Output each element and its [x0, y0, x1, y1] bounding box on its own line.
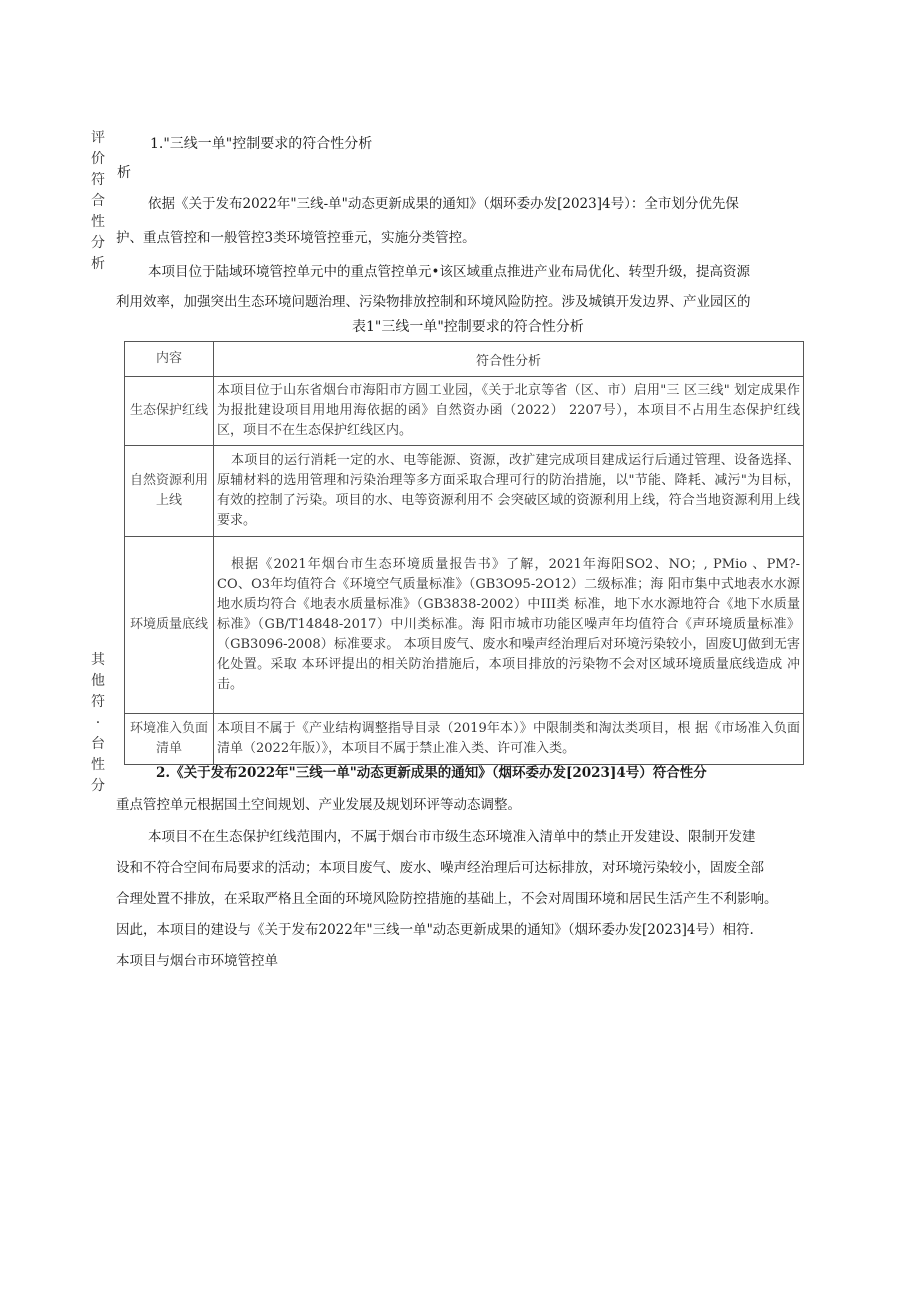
side-char: 评: [91, 130, 105, 146]
side-char: 性: [91, 757, 105, 773]
table-header-analysis: 符合性分析: [214, 342, 804, 377]
compliance-table: [124, 341, 804, 765]
table-row: [125, 446, 804, 537]
row-label: 自然资源利用上线: [125, 446, 214, 537]
table-row: [125, 537, 804, 714]
paragraph-1-line: 护、重点管控和一般管控3类环境管控垂元，实施分类管控。: [116, 230, 476, 246]
side-label-top: [90, 128, 106, 275]
side-char: 合: [91, 193, 105, 209]
side-char: 他: [91, 673, 105, 689]
paragraph-4-line: 合理处置不排放，在采取严格且全面的环境风险防控措施的基础上，不会对周围环境和居民生活产生不利影响。: [116, 891, 778, 907]
paragraph-2-line: 本项目位于陆域环境管控单元中的重点管控单元•该区域重点推进产业布局优化、转型升级，提高资源: [148, 264, 750, 280]
side-char: ·: [95, 715, 101, 731]
side-char: 析: [91, 256, 105, 272]
side-char: 其: [91, 652, 105, 668]
table-row: [125, 377, 804, 446]
side-char: 性: [91, 214, 105, 230]
paragraph-4-line: 因此，本项目的建设与《关于发布2022年"三线一单"动态更新成果的通知》（烟环委办发[2023]4号）相符.: [116, 922, 754, 938]
row-text: 本项目的运行消耗一定的水、电等能源、资源，改扩建完成项目建成运行后通过管理、设备选择、原辅材料的选用管理和污染治理等多方面采取合理可行的防治措施，以"节能、降耗、减污"为目标，有效的控制了污染。项目的水、电等资源利用不 会突破区域的资源利用上线，符合当地资源利用上线要求。: [214, 446, 804, 537]
side-char: 价: [91, 151, 105, 167]
row-label: 环境准入负面清单: [125, 714, 214, 765]
side-char: 台: [91, 736, 105, 752]
table-row: [125, 714, 804, 765]
section-heading-2: 2.《关于发布2022年"三线一单"动态更新成果的通知》（烟环委办发[2023]4号）符合性分: [156, 765, 707, 781]
paragraph-4-line: 本项目不在生态保护红线范围内，不属于烟台市市级生态环境准入清单中的禁止开发建设、限制开发建: [148, 829, 756, 845]
paragraph-4-line: 设和不符合空间布局要求的活动；本项目废气、废水、噪声经治理后可达标排放，对环境污染较小，固废全部: [116, 860, 764, 876]
side-char: 符: [91, 172, 105, 188]
section-heading-1: 1."三线一单"控制要求的符合性分析: [150, 136, 373, 152]
row-text: 本项目位于山东省烟台市海阳市方圆工业园，《关于北京等省（区、市）启用"三 区三线" 划定成果作为报批建设项目用地用海依据的函》自然资办函（2022） 2207号），本项目不占用生态保护红线区，项目不在生态保护红线区内。: [214, 377, 804, 446]
paragraph-1-line: 依据《关于发布2022年"三线-单"动态更新成果的通知》（烟环委办发[2023]4号）：全市划分优先保: [148, 196, 739, 212]
table-header-row: [125, 342, 804, 377]
row-text: 本项目不属于《产业结构调整指导目录（2019年本）》中限制类和淘汰类项目，根 据《市场准入负面清单（2022年版）》，本项目不属于禁止准入类、许可准入类。: [214, 714, 804, 765]
paragraph-3: 重点管控单元根据国土空间规划、产业发展及规划环评等动态调整。: [116, 797, 521, 813]
row-label: 生态保护红线: [125, 377, 214, 446]
row-label: 环境质量底线: [125, 537, 214, 714]
side-label-bottom: [90, 650, 106, 797]
side-char: 分: [91, 235, 105, 251]
row-text: 根据《2021年烟台市生态环境质量报告书》了解，2021年海阳SO2、NO；, PMio 、PM?- CO、O3年均值符合《环境空气质量标准》（GB3O95-2O12）二级标准；海 阳市集中式地表水水源地水质均符合《地表水质量标准》（GB3838-2002）中III类 标准，地下水水源地符合《地下水质量标准》（GB/T14848-2017）中川类标准。海 阳市城市功能区噪声年均值符合《声环境质量标准》（GB3096-2008）标准要求。 本项目废气、废水和噪声经治理后对环境污染较小，固废UJ做到无害化处置。采取 本环评提出的相关防治措施后，本项目排放的污染物不会对区域环境质量底线造成 冲击。: [214, 537, 804, 714]
table-header-content: 内容: [125, 342, 214, 377]
paragraph-4-line: 本项目与烟台市环境管控单: [116, 953, 278, 969]
table-caption: 表1"三线一单"控制要求的符合性分析: [352, 319, 584, 335]
side-char: 分: [91, 778, 105, 794]
paragraph-2-line: 利用效率，加强突出生态环境问题治理、污染物排放控制和环境风险防控。涉及城镇开发边界、产业园区的: [116, 294, 751, 310]
side-char: 符: [91, 694, 105, 710]
section-heading-1-suffix: 析: [117, 165, 131, 181]
